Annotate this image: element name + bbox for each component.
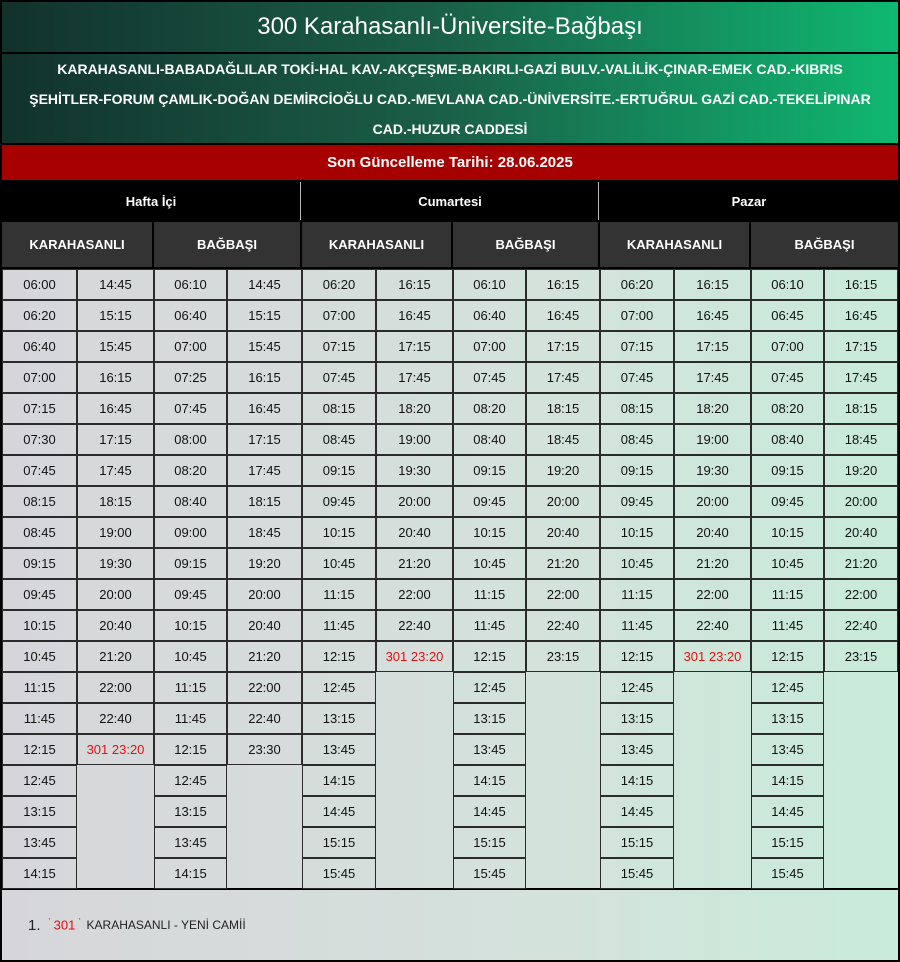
direction-header-karahasanli-weekday: KARAHASANLI (2, 222, 152, 267)
time-cell: 19:30 (77, 548, 154, 579)
time-cell: 16:45 (77, 393, 154, 424)
time-cell: 16:15 (77, 362, 154, 393)
time-cell: 18:15 (824, 393, 898, 424)
time-cell: 13:15 (600, 703, 674, 734)
time-cell: 21:20 (674, 548, 751, 579)
time-cell: 06:20 (2, 300, 77, 331)
time-cell: 09:45 (453, 486, 526, 517)
time-cell: 07:15 (600, 331, 674, 362)
time-cell: 15:15 (227, 300, 302, 331)
time-cell: 20:00 (824, 486, 898, 517)
time-cell: 08:45 (600, 424, 674, 455)
time-cell: 13:15 (453, 703, 526, 734)
time-cell: 22:40 (824, 610, 898, 641)
time-cell: 07:15 (2, 393, 77, 424)
time-cell: 10:45 (154, 641, 227, 672)
time-cell: 11:45 (154, 703, 227, 734)
time-cell: 14:15 (453, 765, 526, 796)
time-cell: 20:00 (674, 486, 751, 517)
time-cell: 14:15 (751, 765, 824, 796)
time-cell: 14:15 (302, 765, 376, 796)
time-cell: 18:15 (77, 486, 154, 517)
time-cell: 15:15 (453, 827, 526, 858)
footnote-route-code: ' 301 ' (48, 917, 81, 933)
time-cell: 15:45 (227, 331, 302, 362)
footnote-number: 1. (28, 916, 41, 934)
time-cell: 08:15 (302, 393, 376, 424)
direction-header-bagbasi-sunday: BAĞBAŞI (751, 222, 898, 267)
last-update-banner: Son Güncelleme Tarihi: 28.06.2025 (2, 145, 898, 180)
time-cell: 09:15 (2, 548, 77, 579)
time-cell: 21:20 (77, 641, 154, 672)
time-cell: 23:30 (227, 734, 302, 765)
time-cell: 13:15 (154, 796, 227, 827)
time-cell: 09:15 (751, 455, 824, 486)
time-cell: 16:45 (376, 300, 453, 331)
time-cell: 19:20 (526, 455, 600, 486)
time-cell: 22:00 (77, 672, 154, 703)
time-cell: 15:15 (600, 827, 674, 858)
time-cell: 15:45 (600, 858, 674, 889)
time-cell: 07:00 (302, 300, 376, 331)
time-cell: 17:15 (824, 331, 898, 362)
time-cell: 08:20 (154, 455, 227, 486)
time-cell: 13:45 (751, 734, 824, 765)
time-cell: 10:15 (154, 610, 227, 641)
time-cell: 11:15 (2, 672, 77, 703)
time-cell: 06:10 (751, 269, 824, 300)
time-cell: 11:15 (453, 579, 526, 610)
time-cell: 17:45 (376, 362, 453, 393)
time-cell: 12:15 (453, 641, 526, 672)
time-cell: 301 23:20 (77, 734, 154, 765)
time-cell: 22:40 (526, 610, 600, 641)
time-cell: 16:15 (376, 269, 453, 300)
time-cell: 08:40 (453, 424, 526, 455)
time-cell: 20:40 (526, 517, 600, 548)
time-cell: 20:40 (824, 517, 898, 548)
time-cell: 22:00 (376, 579, 453, 610)
time-cell: 17:15 (376, 331, 453, 362)
time-cell: 11:45 (751, 610, 824, 641)
time-cell: 07:45 (2, 455, 77, 486)
time-cell: 17:45 (674, 362, 751, 393)
time-cell: 17:15 (227, 424, 302, 455)
time-cell: 15:15 (302, 827, 376, 858)
time-cell: 15:45 (751, 858, 824, 889)
time-cell: 14:45 (77, 269, 154, 300)
time-cell: 07:25 (154, 362, 227, 393)
time-cell: 22:40 (77, 703, 154, 734)
time-cell: 12:45 (751, 672, 824, 703)
time-cell: 07:45 (751, 362, 824, 393)
time-cell: 09:45 (154, 579, 227, 610)
time-cell: 13:45 (154, 827, 227, 858)
time-cell: 13:15 (751, 703, 824, 734)
time-cell: 21:20 (227, 641, 302, 672)
footnote-code: 301 (53, 917, 76, 933)
time-cell: 10:45 (302, 548, 376, 579)
time-cell: 09:15 (600, 455, 674, 486)
time-cell: 15:15 (751, 827, 824, 858)
time-cell: 09:15 (302, 455, 376, 486)
time-cell: 17:45 (227, 455, 302, 486)
time-cell: 16:15 (227, 362, 302, 393)
time-cell: 06:45 (751, 300, 824, 331)
time-cell: 09:45 (600, 486, 674, 517)
time-cell: 14:15 (600, 765, 674, 796)
day-header-weekday: Hafta İçi (2, 182, 300, 220)
time-cell: 10:45 (2, 641, 77, 672)
time-cell: 18:15 (526, 393, 600, 424)
time-cell: 06:20 (600, 269, 674, 300)
time-cell: 20:00 (376, 486, 453, 517)
time-cell: 22:00 (824, 579, 898, 610)
time-cell: 12:45 (2, 765, 77, 796)
time-cell: 09:00 (154, 517, 227, 548)
time-cell: 12:45 (154, 765, 227, 796)
time-cell: 11:45 (302, 610, 376, 641)
time-cell: 08:20 (751, 393, 824, 424)
time-cell: 21:20 (376, 548, 453, 579)
direction-header-bagbasi-weekday: BAĞBAŞI (154, 222, 300, 267)
time-cell: 13:15 (2, 796, 77, 827)
time-cell: 20:40 (674, 517, 751, 548)
time-cell: 08:40 (751, 424, 824, 455)
footnote-description: KARAHASANLI - YENİ CAMİİ (86, 918, 246, 932)
time-cell: 07:00 (600, 300, 674, 331)
time-cell: 09:45 (302, 486, 376, 517)
time-cell: 16:15 (824, 269, 898, 300)
time-cell: 06:40 (453, 300, 526, 331)
time-cell: 07:30 (2, 424, 77, 455)
route-title: 300 Karahasanlı-Üniversite-Bağbaşı (2, 2, 898, 52)
time-cell: 15:45 (302, 858, 376, 889)
time-cell: 12:45 (302, 672, 376, 703)
time-cell: 20:40 (77, 610, 154, 641)
time-cell: 22:00 (526, 579, 600, 610)
time-cell: 14:45 (453, 796, 526, 827)
time-cell: 07:00 (154, 331, 227, 362)
time-cell: 08:00 (154, 424, 227, 455)
time-cell: 14:45 (302, 796, 376, 827)
time-cell: 20:00 (526, 486, 600, 517)
time-cell: 10:15 (453, 517, 526, 548)
time-cell: 06:10 (453, 269, 526, 300)
footnote (2, 890, 898, 960)
time-cell: 07:45 (302, 362, 376, 393)
time-cell: 06:40 (154, 300, 227, 331)
time-cell: 14:45 (751, 796, 824, 827)
time-cell: 21:20 (526, 548, 600, 579)
time-cell: 11:15 (600, 579, 674, 610)
time-cell: 07:45 (600, 362, 674, 393)
time-cell: 12:15 (600, 641, 674, 672)
time-cell: 09:45 (751, 486, 824, 517)
time-cell: 16:45 (824, 300, 898, 331)
time-cell: 10:15 (302, 517, 376, 548)
time-cell: 19:00 (674, 424, 751, 455)
time-cell: 08:45 (2, 517, 77, 548)
time-cell: 06:20 (302, 269, 376, 300)
time-cell: 10:15 (600, 517, 674, 548)
time-cell: 08:40 (154, 486, 227, 517)
time-cell: 22:00 (674, 579, 751, 610)
time-cell: 07:45 (453, 362, 526, 393)
time-cell: 20:00 (227, 579, 302, 610)
time-cell: 07:15 (302, 331, 376, 362)
time-cell: 07:00 (453, 331, 526, 362)
time-cell: 17:45 (526, 362, 600, 393)
time-cell: 19:00 (376, 424, 453, 455)
time-cell: 18:45 (824, 424, 898, 455)
time-cell: 17:15 (526, 331, 600, 362)
time-cell: 23:15 (824, 641, 898, 672)
time-cell: 13:15 (302, 703, 376, 734)
time-cell: 18:45 (227, 517, 302, 548)
time-cell: 08:15 (2, 486, 77, 517)
time-cell: 18:15 (227, 486, 302, 517)
time-cell: 18:20 (376, 393, 453, 424)
route-stops: KARAHASANLI-BABADAĞLILAR TOKİ-HAL KAV.-AKÇEŞME-BAKIRLI-GAZİ BULV.-VALİLİK-ÇINAR-EMEK CAD.-KIBRIS ŞEHİTLER-FORUM ÇAMLIK-DOĞAN DEMİRCİOĞLU CAD.-MEVLANA CAD.-ÜNİVERSİTE.-ERTUĞRUL GAZİ CAD.-TEKELİPINAR CAD.-HUZUR CADDESİ (2, 54, 898, 143)
day-divider (300, 182, 301, 220)
time-cell: 18:20 (674, 393, 751, 424)
time-cell: 11:15 (302, 579, 376, 610)
time-cell: 06:40 (2, 331, 77, 362)
direction-header-karahasanli-saturday: KARAHASANLI (302, 222, 451, 267)
time-cell: 19:00 (77, 517, 154, 548)
timetable-grid (2, 269, 898, 888)
time-cell: 19:30 (674, 455, 751, 486)
time-cell: 10:15 (751, 517, 824, 548)
time-cell: 09:45 (2, 579, 77, 610)
time-cell: 20:00 (77, 579, 154, 610)
time-cell: 14:45 (227, 269, 302, 300)
time-cell: 08:15 (600, 393, 674, 424)
time-cell: 21:20 (824, 548, 898, 579)
time-cell: 09:15 (154, 548, 227, 579)
time-cell: 23:15 (526, 641, 600, 672)
time-cell: 19:20 (824, 455, 898, 486)
time-cell: 17:45 (77, 455, 154, 486)
time-cell: 13:45 (453, 734, 526, 765)
time-cell: 15:15 (77, 300, 154, 331)
time-cell: 12:15 (2, 734, 77, 765)
time-cell: 06:00 (2, 269, 77, 300)
time-cell: 17:15 (674, 331, 751, 362)
time-cell: 11:15 (154, 672, 227, 703)
day-divider (598, 182, 599, 220)
time-cell: 12:45 (600, 672, 674, 703)
time-cell: 19:20 (227, 548, 302, 579)
time-cell: 19:30 (376, 455, 453, 486)
time-cell: 11:45 (2, 703, 77, 734)
time-cell: 17:15 (77, 424, 154, 455)
time-cell: 08:20 (453, 393, 526, 424)
time-cell: 15:45 (453, 858, 526, 889)
time-cell: 15:45 (77, 331, 154, 362)
time-cell: 12:15 (751, 641, 824, 672)
time-cell: 10:45 (751, 548, 824, 579)
time-cell: 301 23:20 (376, 641, 453, 672)
time-cell: 10:45 (453, 548, 526, 579)
time-cell: 20:40 (227, 610, 302, 641)
time-cell: 16:15 (674, 269, 751, 300)
time-cell: 13:45 (2, 827, 77, 858)
direction-header-bagbasi-saturday: BAĞBAŞI (453, 222, 598, 267)
time-cell: 11:45 (453, 610, 526, 641)
time-cell: 10:15 (2, 610, 77, 641)
time-cell: 09:15 (453, 455, 526, 486)
time-cell: 22:40 (674, 610, 751, 641)
day-header-saturday: Cumartesi (302, 182, 598, 220)
direction-header-karahasanli-sunday: KARAHASANLI (600, 222, 749, 267)
time-cell: 07:45 (154, 393, 227, 424)
time-cell: 22:00 (227, 672, 302, 703)
time-cell: 22:40 (227, 703, 302, 734)
time-cell: 06:10 (154, 269, 227, 300)
time-cell: 22:40 (376, 610, 453, 641)
time-cell: 11:45 (600, 610, 674, 641)
time-cell: 07:00 (751, 331, 824, 362)
time-cell: 07:00 (2, 362, 77, 393)
time-cell: 12:15 (302, 641, 376, 672)
time-cell: 14:15 (2, 858, 77, 889)
time-cell: 16:45 (526, 300, 600, 331)
time-cell: 12:45 (453, 672, 526, 703)
time-cell: 16:45 (227, 393, 302, 424)
time-cell: 301 23:20 (674, 641, 751, 672)
time-cell: 12:15 (154, 734, 227, 765)
time-cell: 17:45 (824, 362, 898, 393)
time-cell: 08:45 (302, 424, 376, 455)
time-cell: 13:45 (600, 734, 674, 765)
time-cell: 14:45 (600, 796, 674, 827)
time-cell: 20:40 (376, 517, 453, 548)
time-cell: 10:45 (600, 548, 674, 579)
time-cell: 16:15 (526, 269, 600, 300)
time-cell: 13:45 (302, 734, 376, 765)
time-cell: 11:15 (751, 579, 824, 610)
time-cell: 14:15 (154, 858, 227, 889)
day-header-sunday: Pazar (600, 182, 898, 220)
time-cell: 18:45 (526, 424, 600, 455)
time-cell: 16:45 (674, 300, 751, 331)
